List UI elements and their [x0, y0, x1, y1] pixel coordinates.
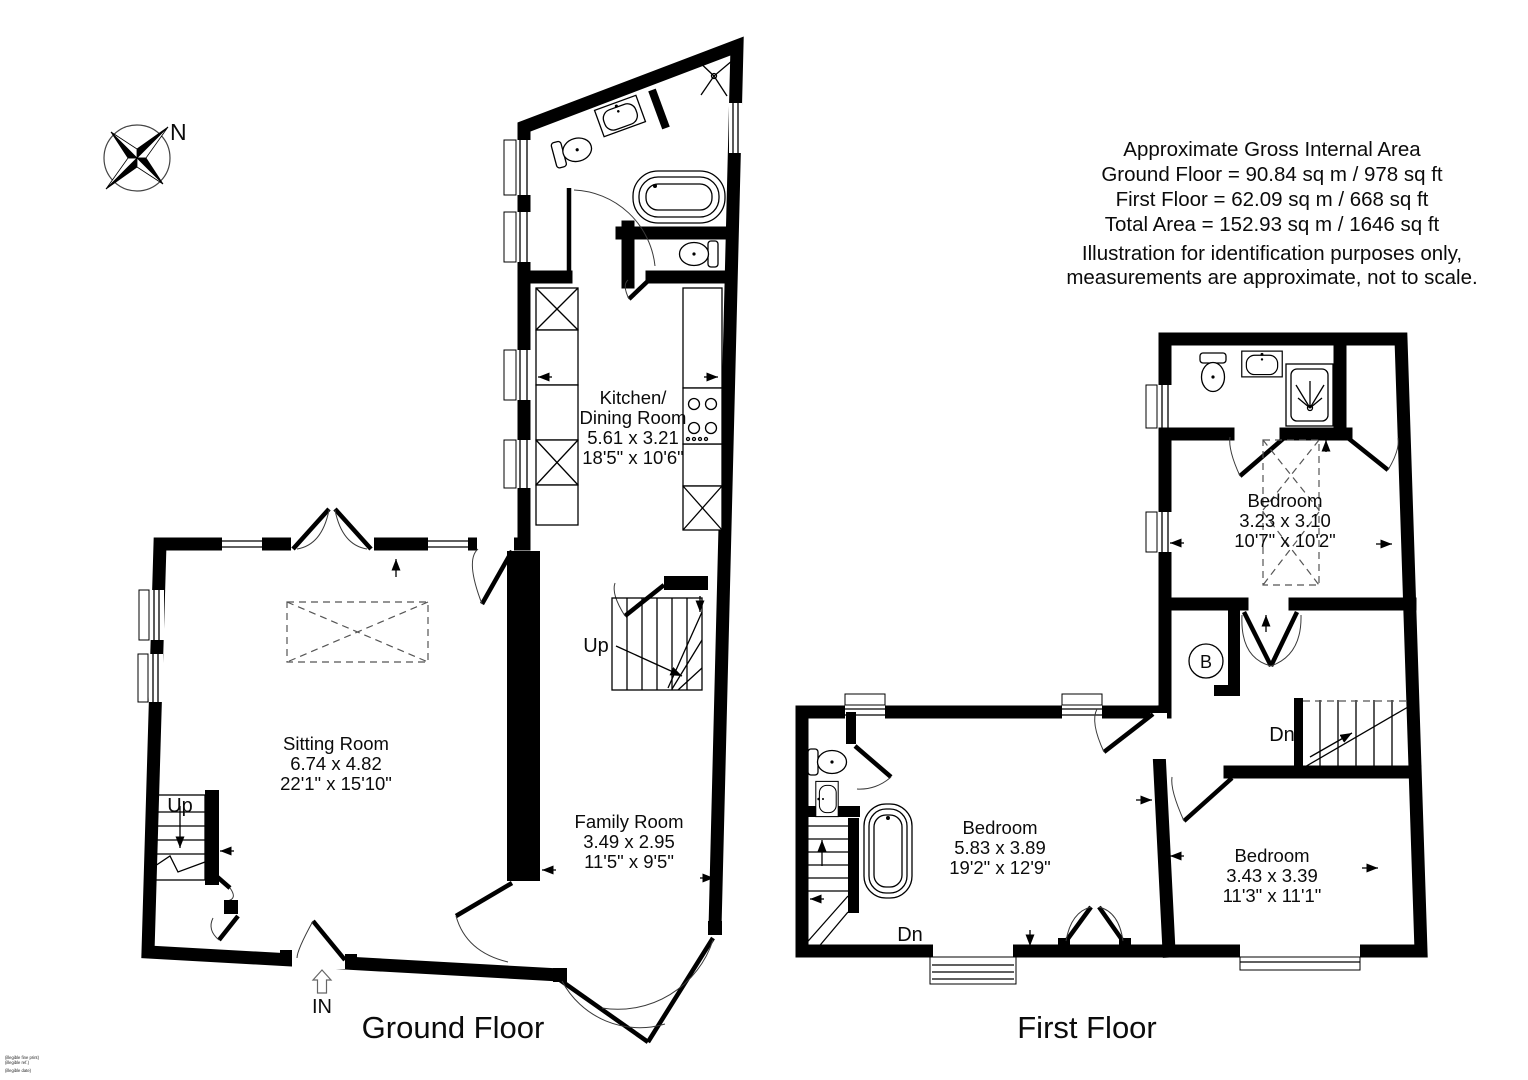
- bedroom-left-metric: 5.83 x 3.89: [954, 837, 1046, 858]
- sitting-room-top-openings: [222, 509, 514, 604]
- boiler-label: B: [1199, 652, 1213, 672]
- bedroom-top-name: Bedroom: [1247, 490, 1323, 511]
- sitting-imperial: 22'1" x 15'10": [280, 773, 392, 794]
- bathtub-icon: [633, 171, 725, 223]
- hob-icon: [683, 388, 722, 444]
- entrance-arrow-icon: [313, 970, 331, 993]
- boiler-closet-wall: [1228, 610, 1240, 685]
- ensuite-sink-icon: [816, 781, 838, 816]
- area-total: Total Area = 152.93 sq m / 1646 sq ft: [1104, 213, 1440, 236]
- fireplace-dashed-marker: [287, 602, 428, 662]
- fine-print: [5, 1055, 40, 1073]
- toilet-icon: [551, 133, 595, 168]
- shower-icon: [694, 57, 733, 96]
- stairs-up-label: Up: [583, 635, 609, 657]
- bedroom-left-imperial: 19'2" x 12'9": [949, 857, 1051, 878]
- area-first: First Floor = 62.09 sq m / 668 sq ft: [1115, 188, 1429, 211]
- boiler-closet-wall2: [1214, 685, 1240, 696]
- compass-north-label: N: [170, 119, 187, 145]
- family-room-label: [575, 811, 684, 872]
- ground-floor-title: Ground Floor: [361, 1010, 545, 1045]
- family-name: Family Room: [574, 811, 684, 832]
- bedroom-top-metric: 3.23 x 3.10: [1239, 510, 1331, 531]
- stairs-side-wall: [848, 818, 859, 913]
- fine-print-1: (illegible fine print): [5, 1055, 39, 1060]
- bedroom-top-imperial: 10'7" x 10'2": [1234, 530, 1336, 551]
- ensuite-toilet-icon: [808, 749, 847, 775]
- compass-rose-icon: [104, 119, 187, 191]
- first-floor-title: First Floor: [1017, 1010, 1157, 1045]
- entrance-in-label: IN: [312, 996, 332, 1018]
- landing-staircase: [1303, 700, 1409, 768]
- bedroom-left-label: [949, 817, 1050, 878]
- stairs-dn-label: Dn: [1269, 724, 1295, 746]
- bedroom-right-metric: 3.43 x 3.39: [1226, 865, 1318, 886]
- stairs-dn2-label: Dn: [897, 924, 923, 946]
- wc-toilet-icon: [680, 241, 719, 267]
- family-imperial: 11'5" x 9'5": [584, 851, 674, 872]
- area-disclaimer-2: measurements are approximate, not to scale.: [1066, 266, 1478, 289]
- first-floor-plan: [802, 339, 1421, 1045]
- sitting-name: Sitting Room: [283, 733, 389, 754]
- kitchen-label: [580, 387, 687, 468]
- stairwell-wall: [1294, 698, 1303, 772]
- bedroom-staircase: [802, 826, 848, 950]
- fine-print-2: (illegible ref.): [5, 1060, 29, 1065]
- ground-floor-plan: [138, 46, 742, 1045]
- bathroom2-toilet-icon: [1200, 353, 1226, 392]
- front-door: [280, 921, 357, 993]
- middle-wall: [507, 551, 540, 881]
- ensuite-wall: [846, 712, 856, 744]
- area-ground: Ground Floor = 90.84 sq m / 978 sq ft: [1101, 163, 1443, 186]
- kitchen-imperial: 18'5" x 10'6": [582, 447, 684, 468]
- area-summary: [1066, 138, 1477, 289]
- boiler-symbol: [1189, 644, 1223, 678]
- family-metric: 3.49 x 2.95: [583, 831, 675, 852]
- bedroom-right-name: Bedroom: [1234, 845, 1310, 866]
- area-disclaimer-1: Illustration for identification purposes only,: [1081, 242, 1463, 265]
- rear-double-doors: [553, 921, 722, 1042]
- bedroom-left-name: Bedroom: [962, 817, 1038, 838]
- first-measure-arrows: [1030, 440, 1392, 946]
- sitting-metric: 6.74 x 4.82: [290, 753, 382, 774]
- shower2-icon: [1286, 364, 1333, 426]
- kitchen-name-2: Dining Room: [579, 407, 687, 428]
- stair-wall: [664, 576, 708, 590]
- stairs-up2-label: Up: [167, 795, 193, 817]
- family-room-door: [456, 883, 512, 962]
- kitchen-metric: 5.61 x 3.21: [587, 427, 679, 448]
- bathtub2-icon: [864, 804, 912, 898]
- bedroom-right-label: [1223, 845, 1322, 906]
- main-staircase: [612, 596, 702, 690]
- bedroom-right-imperial: 11'3" x 11'1": [1222, 885, 1322, 906]
- bedroom-top-label: [1234, 490, 1335, 551]
- bathroom2-sink-icon: [1242, 351, 1282, 377]
- sitting-room-label: [280, 733, 392, 794]
- fine-print-3: (illegible date): [5, 1068, 32, 1073]
- bathroom-window: [729, 103, 742, 153]
- area-title: Approximate Gross Internal Area: [1123, 138, 1421, 161]
- kitchen-name-1: Kitchen/: [599, 387, 667, 408]
